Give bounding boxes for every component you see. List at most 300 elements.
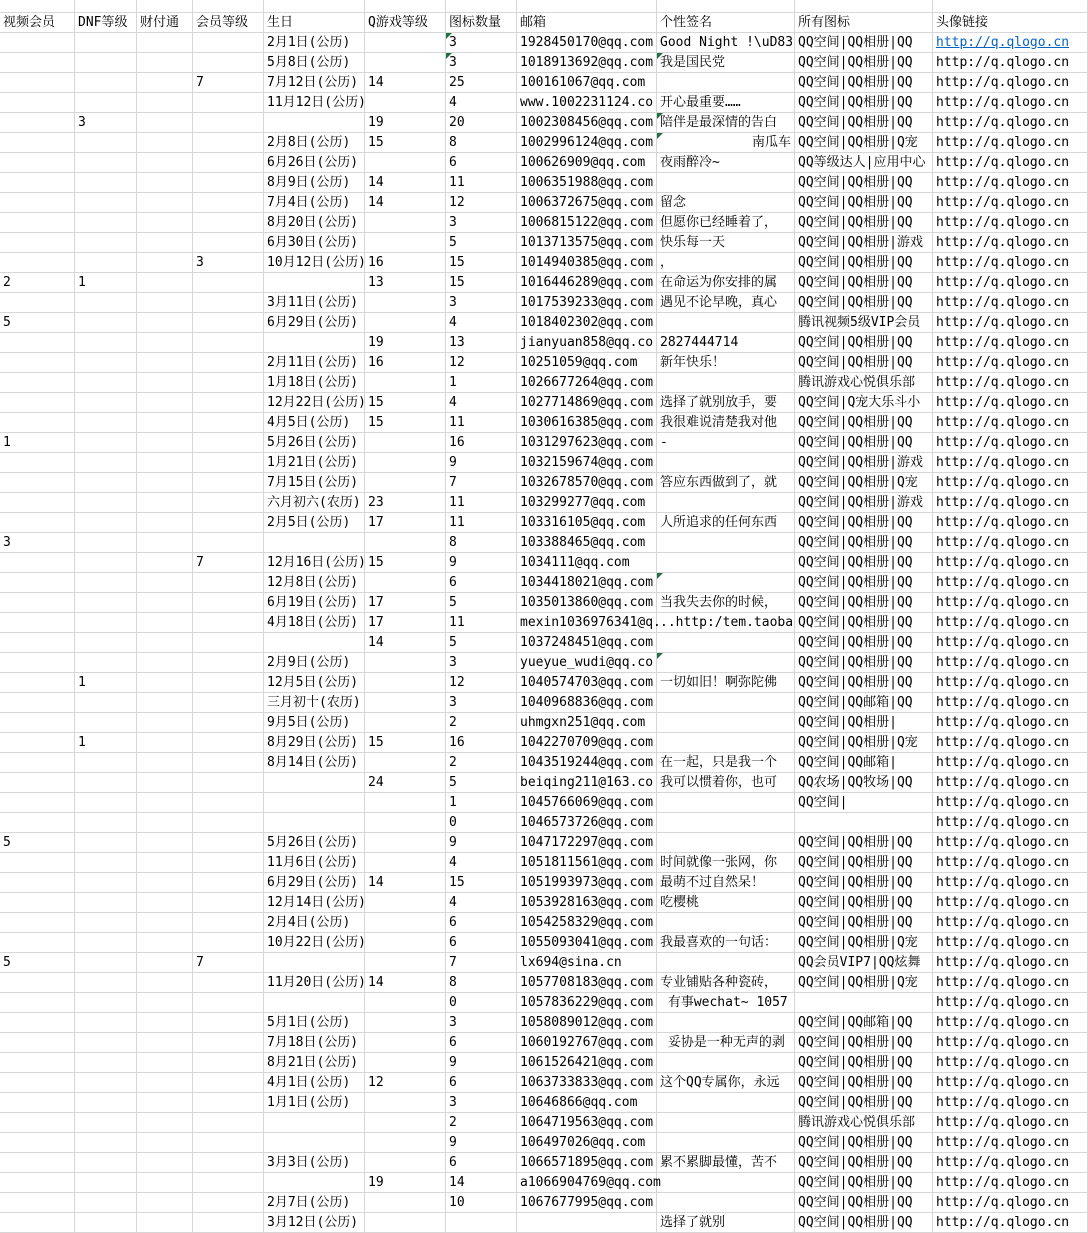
cell-signature[interactable]: 有事wechat~ 1057 <box>657 993 795 1013</box>
cell-member[interactable] <box>193 893 264 913</box>
cell-icons[interactable]: QQ空间|QQ相册|QQ <box>795 213 933 233</box>
cell-avatar[interactable]: http://q.qlogo.cn <box>933 613 1088 633</box>
cell-dnf[interactable] <box>75 873 137 893</box>
cell-video[interactable] <box>0 1013 75 1033</box>
cell-dnf[interactable] <box>75 1013 137 1033</box>
header-cell-member[interactable]: 会员等级 <box>193 13 264 33</box>
cell-video[interactable] <box>0 493 75 513</box>
cell-video[interactable] <box>0 973 75 993</box>
cell-icons[interactable]: QQ空间|QQ相册|QQ <box>795 293 933 313</box>
cell-icon_count[interactable]: 6 <box>446 1153 517 1173</box>
cell-avatar[interactable]: http://q.qlogo.cn <box>933 1213 1088 1233</box>
cell-tenpay[interactable] <box>137 1193 193 1213</box>
cell-qgame[interactable]: 15 <box>365 413 446 433</box>
cell-tenpay[interactable] <box>137 373 193 393</box>
cell-video[interactable] <box>0 1093 75 1113</box>
cell-tenpay[interactable] <box>137 433 193 453</box>
cell-member[interactable] <box>193 373 264 393</box>
cell-signature[interactable] <box>657 1193 795 1213</box>
cell-email[interactable]: 1031297623@qq.com <box>517 433 657 453</box>
cell-tenpay[interactable] <box>137 693 193 713</box>
cell-avatar[interactable]: http://q.qlogo.cn <box>933 933 1088 953</box>
header-cell-avatar[interactable]: 头像链接 <box>933 13 1088 33</box>
cell-signature[interactable]: 妥协是一种无声的剥 <box>657 1033 795 1053</box>
cell-qgame[interactable] <box>365 953 446 973</box>
cell-tenpay[interactable] <box>137 793 193 813</box>
cell-birthday[interactable] <box>264 1113 365 1133</box>
cell-video[interactable] <box>0 1033 75 1053</box>
cell-dnf[interactable] <box>75 953 137 973</box>
cell-video[interactable] <box>0 753 75 773</box>
cell-member[interactable] <box>193 33 264 53</box>
cell-member[interactable] <box>193 1033 264 1053</box>
cell-icon_count[interactable]: 2 <box>446 753 517 773</box>
cell-member[interactable] <box>193 0 264 13</box>
cell-member[interactable] <box>193 793 264 813</box>
cell-member[interactable] <box>193 673 264 693</box>
cell-signature[interactable] <box>657 373 795 393</box>
cell-video[interactable]: 1 <box>0 433 75 453</box>
cell-email[interactable]: 103316105@qq.com <box>517 513 657 533</box>
cell-icon_count[interactable]: 3 <box>446 293 517 313</box>
cell-dnf[interactable] <box>75 773 137 793</box>
cell-icons[interactable]: 腾讯游戏心悦俱乐部 <box>795 373 933 393</box>
cell-member[interactable] <box>193 493 264 513</box>
cell-member[interactable] <box>193 753 264 773</box>
cell-video[interactable] <box>0 933 75 953</box>
cell-tenpay[interactable] <box>137 473 193 493</box>
cell-icons[interactable]: QQ空间|QQ相册|QQ <box>795 273 933 293</box>
cell-dnf[interactable] <box>75 53 137 73</box>
cell-birthday[interactable]: 11月20日(公历) <box>264 973 365 993</box>
cell-tenpay[interactable] <box>137 133 193 153</box>
cell-icons[interactable]: QQ空间|QQ相册|QQ <box>795 1073 933 1093</box>
cell-member[interactable] <box>193 973 264 993</box>
header-cell-qgame[interactable]: Q游戏等级 <box>365 13 446 33</box>
cell-dnf[interactable]: 1 <box>75 273 137 293</box>
cell-icons[interactable]: QQ空间|QQ邮箱|QQ <box>795 1013 933 1033</box>
cell-icons[interactable]: QQ空间|QQ相册|QQ <box>795 633 933 653</box>
cell-signature[interactable]: 夜雨醉冷~ <box>657 153 795 173</box>
cell-member[interactable] <box>193 653 264 673</box>
cell-qgame[interactable]: 15 <box>365 133 446 153</box>
cell-tenpay[interactable] <box>137 453 193 473</box>
cell-tenpay[interactable] <box>137 753 193 773</box>
cell-birthday[interactable]: 1月1日(公历) <box>264 1093 365 1113</box>
cell-avatar[interactable]: http://q.qlogo.cn <box>933 1133 1088 1153</box>
cell-icons[interactable]: QQ空间|QQ相册|QQ <box>795 333 933 353</box>
cell-icon_count[interactable]: 7 <box>446 473 517 493</box>
cell-tenpay[interactable] <box>137 213 193 233</box>
cell-tenpay[interactable] <box>137 1013 193 1033</box>
cell-qgame[interactable]: 15 <box>365 393 446 413</box>
cell-qgame[interactable] <box>365 1193 446 1213</box>
cell-email[interactable]: 1066571895@qq.com <box>517 1153 657 1173</box>
cell-dnf[interactable] <box>75 593 137 613</box>
cell-icons[interactable]: QQ空间|QQ相册|QQ <box>795 413 933 433</box>
cell-signature[interactable]: 快乐每一天 <box>657 233 795 253</box>
cell-qgame[interactable] <box>365 0 446 13</box>
cell-dnf[interactable] <box>75 413 137 433</box>
cell-qgame[interactable]: 14 <box>365 633 446 653</box>
cell-video[interactable] <box>0 153 75 173</box>
cell-icons[interactable]: QQ空间|QQ相册|游戏 <box>795 493 933 513</box>
cell-avatar[interactable]: http://q.qlogo.cn <box>933 573 1088 593</box>
cell-avatar[interactable]: http://q.qlogo.cn <box>933 473 1088 493</box>
cell-tenpay[interactable] <box>137 1213 193 1233</box>
header-cell-email[interactable]: 邮箱 <box>517 13 657 33</box>
cell-dnf[interactable] <box>75 73 137 93</box>
cell-qgame[interactable] <box>365 1213 446 1233</box>
cell-tenpay[interactable] <box>137 33 193 53</box>
cell-icons[interactable]: QQ空间|QQ相册|QQ <box>795 253 933 273</box>
cell-dnf[interactable] <box>75 653 137 673</box>
cell-dnf[interactable] <box>75 253 137 273</box>
cell-tenpay[interactable] <box>137 993 193 1013</box>
cell-video[interactable] <box>0 413 75 433</box>
cell-icons[interactable]: QQ空间|QQ相册|Q宠 <box>795 973 933 993</box>
cell-birthday[interactable] <box>264 0 365 13</box>
cell-qgame[interactable] <box>365 473 446 493</box>
cell-icon_count[interactable]: 4 <box>446 393 517 413</box>
cell-video[interactable] <box>0 1193 75 1213</box>
cell-member[interactable] <box>193 573 264 593</box>
cell-dnf[interactable]: 1 <box>75 733 137 753</box>
cell-dnf[interactable] <box>75 373 137 393</box>
cell-birthday[interactable]: 8月29日(公历) <box>264 733 365 753</box>
cell-icons[interactable]: QQ空间|QQ相册|QQ <box>795 833 933 853</box>
cell-birthday[interactable] <box>264 953 365 973</box>
cell-video[interactable] <box>0 33 75 53</box>
cell-email[interactable]: uhmgxn251@qq.com <box>517 713 657 733</box>
cell-icon_count[interactable]: 11 <box>446 513 517 533</box>
cell-video[interactable] <box>0 593 75 613</box>
cell-video[interactable] <box>0 393 75 413</box>
cell-icon_count[interactable]: 4 <box>446 853 517 873</box>
cell-avatar[interactable]: http://q.qlogo.cn <box>933 913 1088 933</box>
cell-icon_count[interactable]: 6 <box>446 913 517 933</box>
cell-birthday[interactable]: 6月29日(公历) <box>264 873 365 893</box>
cell-tenpay[interactable] <box>137 673 193 693</box>
cell-qgame[interactable]: 12 <box>365 1073 446 1093</box>
cell-signature[interactable]: ..http:/tem.taoba <box>657 613 795 633</box>
cell-qgame[interactable]: 13 <box>365 273 446 293</box>
cell-icons[interactable]: QQ空间|QQ相册|Q宠 <box>795 133 933 153</box>
cell-video[interactable]: 2 <box>0 273 75 293</box>
cell-icon_count[interactable]: 8 <box>446 133 517 153</box>
cell-signature[interactable] <box>657 733 795 753</box>
cell-avatar[interactable]: http://q.qlogo.cn <box>933 973 1088 993</box>
cell-video[interactable] <box>0 53 75 73</box>
cell-icons[interactable]: QQ空间|QQ相册|QQ <box>795 1053 933 1073</box>
cell-tenpay[interactable] <box>137 1093 193 1113</box>
cell-dnf[interactable] <box>75 393 137 413</box>
cell-qgame[interactable] <box>365 813 446 833</box>
cell-icons[interactable]: QQ空间|QQ相册|QQ <box>795 433 933 453</box>
cell-dnf[interactable] <box>75 333 137 353</box>
cell-qgame[interactable]: 17 <box>365 593 446 613</box>
cell-icons[interactable]: QQ空间|QQ相册| <box>795 713 933 733</box>
cell-avatar[interactable]: http://q.qlogo.cn <box>933 1093 1088 1113</box>
cell-tenpay[interactable] <box>137 413 193 433</box>
cell-tenpay[interactable] <box>137 953 193 973</box>
cell-signature[interactable] <box>657 0 795 13</box>
cell-dnf[interactable] <box>75 933 137 953</box>
cell-email[interactable]: 100161067@qq.com <box>517 73 657 93</box>
cell-qgame[interactable] <box>365 793 446 813</box>
cell-member[interactable] <box>193 773 264 793</box>
cell-signature[interactable]: 选择了就别 <box>657 1213 795 1233</box>
cell-email[interactable]: 1058089012@qq.com <box>517 1013 657 1033</box>
cell-tenpay[interactable] <box>137 933 193 953</box>
cell-dnf[interactable] <box>75 813 137 833</box>
cell-qgame[interactable] <box>365 753 446 773</box>
cell-qgame[interactable]: 14 <box>365 973 446 993</box>
cell-member[interactable] <box>193 393 264 413</box>
cell-signature[interactable]: 但愿你已经睡着了， <box>657 213 795 233</box>
cell-member[interactable] <box>193 1113 264 1133</box>
cell-signature[interactable]: 时间就像一张网，你 <box>657 853 795 873</box>
cell-qgame[interactable] <box>365 573 446 593</box>
cell-video[interactable] <box>0 293 75 313</box>
cell-birthday[interactable]: 7月15日(公历) <box>264 473 365 493</box>
cell-tenpay[interactable] <box>137 733 193 753</box>
cell-member[interactable] <box>193 913 264 933</box>
cell-birthday[interactable]: 5月1日(公历) <box>264 1013 365 1033</box>
cell-signature[interactable] <box>657 1173 795 1193</box>
cell-avatar[interactable]: http://q.qlogo.cn <box>933 413 1088 433</box>
cell-email[interactable]: 1061526421@qq.com <box>517 1053 657 1073</box>
cell-tenpay[interactable] <box>137 73 193 93</box>
cell-signature[interactable]: 在一起，只是我一个 <box>657 753 795 773</box>
cell-dnf[interactable] <box>75 193 137 213</box>
cell-tenpay[interactable] <box>137 873 193 893</box>
cell-signature[interactable]: 当我失去你的时候， <box>657 593 795 613</box>
cell-icons[interactable]: QQ空间|QQ相册|Q宠 <box>795 733 933 753</box>
cell-icons[interactable]: QQ空间|QQ相册|QQ <box>795 653 933 673</box>
cell-video[interactable] <box>0 193 75 213</box>
cell-icon_count[interactable]: 0 <box>446 813 517 833</box>
cell-qgame[interactable] <box>365 993 446 1013</box>
cell-icon_count[interactable]: 10 <box>446 1193 517 1213</box>
cell-avatar[interactable]: http://q.qlogo.cn <box>933 553 1088 573</box>
cell-dnf[interactable] <box>75 1193 137 1213</box>
cell-icons[interactable] <box>795 813 933 833</box>
cell-tenpay[interactable] <box>137 1153 193 1173</box>
header-cell-signature[interactable]: 个性签名 <box>657 13 795 33</box>
cell-video[interactable] <box>0 353 75 373</box>
cell-qgame[interactable] <box>365 1033 446 1053</box>
cell-avatar[interactable]: http://q.qlogo.cn <box>933 833 1088 853</box>
cell-avatar[interactable]: http://q.qlogo.cn <box>933 1073 1088 1093</box>
cell-signature[interactable]: 2827444714 <box>657 333 795 353</box>
cell-dnf[interactable] <box>75 513 137 533</box>
cell-video[interactable] <box>0 733 75 753</box>
cell-email[interactable]: 1034418021@qq.com <box>517 573 657 593</box>
cell-icons[interactable]: QQ空间|QQ相册|QQ <box>795 1193 933 1213</box>
cell-signature[interactable] <box>657 813 795 833</box>
cell-video[interactable] <box>0 913 75 933</box>
cell-qgame[interactable]: 16 <box>365 353 446 373</box>
cell-qgame[interactable] <box>365 1053 446 1073</box>
cell-tenpay[interactable] <box>137 1053 193 1073</box>
cell-email[interactable]: 1042270709@qq.com <box>517 733 657 753</box>
cell-icons[interactable]: QQ空间|QQ相册|QQ <box>795 1033 933 1053</box>
cell-signature[interactable]: 答应东西做到了，就 <box>657 473 795 493</box>
cell-tenpay[interactable] <box>137 573 193 593</box>
cell-icons[interactable]: QQ空间|QQ相册|QQ <box>795 1093 933 1113</box>
cell-email[interactable]: 1047172297@qq.com <box>517 833 657 853</box>
cell-birthday[interactable]: 2月11日(公历) <box>264 353 365 373</box>
cell-video[interactable] <box>0 173 75 193</box>
cell-video[interactable] <box>0 813 75 833</box>
cell-avatar[interactable]: http://q.qlogo.cn <box>933 513 1088 533</box>
cell-icon_count[interactable]: 9 <box>446 453 517 473</box>
cell-birthday[interactable]: 1月18日(公历) <box>264 373 365 393</box>
cell-email[interactable]: 103299277@qq.com <box>517 493 657 513</box>
cell-video[interactable]: 5 <box>0 833 75 853</box>
cell-qgame[interactable]: 19 <box>365 333 446 353</box>
cell-email[interactable]: 1030616385@qq.com <box>517 413 657 433</box>
cell-signature[interactable]: 新年快乐！ <box>657 353 795 373</box>
cell-email[interactable]: 1013713575@qq.com <box>517 233 657 253</box>
cell-qgame[interactable]: 19 <box>365 1173 446 1193</box>
cell-birthday[interactable] <box>264 793 365 813</box>
cell-email[interactable]: 1017539233@qq.com <box>517 293 657 313</box>
cell-email[interactable]: 1057708183@qq.com <box>517 973 657 993</box>
cell-member[interactable] <box>193 433 264 453</box>
cell-birthday[interactable]: 8月21日(公历) <box>264 1053 365 1073</box>
cell-dnf[interactable] <box>75 433 137 453</box>
cell-signature[interactable]: 遇见不论早晚，真心 <box>657 293 795 313</box>
cell-email[interactable]: 1014940385@qq.com <box>517 253 657 273</box>
cell-member[interactable] <box>193 93 264 113</box>
cell-dnf[interactable] <box>75 1073 137 1093</box>
cell-icons[interactable]: QQ空间|QQ相册|QQ <box>795 893 933 913</box>
cell-birthday[interactable]: 2月1日(公历) <box>264 33 365 53</box>
cell-icon_count[interactable]: 3 <box>446 1013 517 1033</box>
cell-signature[interactable] <box>657 1053 795 1073</box>
cell-dnf[interactable] <box>75 313 137 333</box>
cell-birthday[interactable]: 2月4日(公历) <box>264 913 365 933</box>
cell-avatar[interactable]: http://q.qlogo.cn <box>933 733 1088 753</box>
cell-icon_count[interactable]: 0 <box>446 993 517 1013</box>
cell-member[interactable] <box>193 173 264 193</box>
cell-avatar[interactable]: http://q.qlogo.cn <box>933 1173 1088 1193</box>
cell-signature[interactable] <box>657 1133 795 1153</box>
cell-tenpay[interactable] <box>137 1033 193 1053</box>
cell-icon_count[interactable]: 14 <box>446 1173 517 1193</box>
cell-icon_count[interactable]: 5 <box>446 773 517 793</box>
cell-dnf[interactable] <box>75 1173 137 1193</box>
cell-member[interactable] <box>193 413 264 433</box>
cell-icon_count[interactable]: 6 <box>446 933 517 953</box>
cell-avatar[interactable]: http://q.qlogo.cn <box>933 993 1088 1013</box>
cell-icons[interactable]: QQ空间|QQ相册|Q宠 <box>795 473 933 493</box>
cell-signature[interactable]: 南瓜车 <box>657 133 795 153</box>
cell-video[interactable]: 5 <box>0 953 75 973</box>
cell-member[interactable]: 7 <box>193 953 264 973</box>
cell-icon_count[interactable]: 9 <box>446 553 517 573</box>
cell-signature[interactable]: ， <box>657 253 795 273</box>
cell-video[interactable] <box>0 873 75 893</box>
cell-dnf[interactable] <box>75 553 137 573</box>
cell-signature[interactable] <box>657 313 795 333</box>
cell-birthday[interactable]: 7月18日(公历) <box>264 1033 365 1053</box>
cell-icon_count[interactable]: 12 <box>446 353 517 373</box>
cell-avatar[interactable]: http://q.qlogo.cn <box>933 173 1088 193</box>
cell-email[interactable]: 1037248451@qq.com <box>517 633 657 653</box>
cell-icon_count[interactable]: 7 <box>446 953 517 973</box>
cell-video[interactable] <box>0 473 75 493</box>
cell-member[interactable] <box>193 333 264 353</box>
cell-icon_count[interactable]: 16 <box>446 433 517 453</box>
cell-video[interactable] <box>0 1113 75 1133</box>
cell-qgame[interactable] <box>365 693 446 713</box>
cell-video[interactable] <box>0 613 75 633</box>
cell-member[interactable] <box>193 453 264 473</box>
cell-signature[interactable] <box>657 1013 795 1033</box>
cell-qgame[interactable] <box>365 93 446 113</box>
cell-email[interactable]: 1060192767@qq.com <box>517 1033 657 1053</box>
cell-email[interactable]: 1006815122@qq.com <box>517 213 657 233</box>
cell-avatar[interactable]: http://q.qlogo.cn <box>933 313 1088 333</box>
cell-email[interactable]: 1928450170@qq.com <box>517 33 657 53</box>
cell-birthday[interactable]: 六月初六(农历) <box>264 493 365 513</box>
cell-icon_count[interactable]: 4 <box>446 893 517 913</box>
cell-birthday[interactable]: 12月5日(公历) <box>264 673 365 693</box>
cell-qgame[interactable]: 24 <box>365 773 446 793</box>
cell-email[interactable] <box>517 0 657 13</box>
cell-tenpay[interactable] <box>137 53 193 73</box>
cell-icon_count[interactable]: 6 <box>446 153 517 173</box>
cell-birthday[interactable]: 12月22日(公历) <box>264 393 365 413</box>
cell-avatar[interactable]: http://q.qlogo.cn <box>933 73 1088 93</box>
cell-icons[interactable]: QQ空间|QQ相册|QQ <box>795 913 933 933</box>
cell-icons[interactable]: 腾讯游戏心悦俱乐部 <box>795 1113 933 1133</box>
cell-qgame[interactable] <box>365 1153 446 1173</box>
cell-video[interactable] <box>0 253 75 273</box>
cell-member[interactable] <box>193 873 264 893</box>
cell-member[interactable] <box>193 593 264 613</box>
cell-member[interactable] <box>193 1153 264 1173</box>
cell-qgame[interactable]: 17 <box>365 513 446 533</box>
cell-email[interactable]: 1034111@qq.com <box>517 553 657 573</box>
cell-birthday[interactable]: 10月12日(公历) <box>264 253 365 273</box>
cell-avatar[interactable]: http://q.qlogo.cn <box>933 133 1088 153</box>
cell-email[interactable]: lx694@sina.cn <box>517 953 657 973</box>
cell-tenpay[interactable] <box>137 353 193 373</box>
cell-icon_count[interactable]: 9 <box>446 833 517 853</box>
cell-icon_count[interactable] <box>446 1213 517 1233</box>
cell-email[interactable]: www.1002231124.co <box>517 93 657 113</box>
cell-birthday[interactable]: 8月9日(公历) <box>264 173 365 193</box>
cell-video[interactable] <box>0 453 75 473</box>
cell-email[interactable]: 1053928163@qq.com <box>517 893 657 913</box>
cell-qgame[interactable] <box>365 213 446 233</box>
cell-birthday[interactable]: 12月14日(公历) <box>264 893 365 913</box>
cell-qgame[interactable] <box>365 893 446 913</box>
cell-dnf[interactable] <box>75 173 137 193</box>
cell-member[interactable]: 7 <box>193 73 264 93</box>
cell-avatar[interactable]: http://q.qlogo.cn <box>933 713 1088 733</box>
cell-video[interactable] <box>0 1073 75 1093</box>
cell-tenpay[interactable] <box>137 533 193 553</box>
cell-icon_count[interactable]: 4 <box>446 93 517 113</box>
cell-tenpay[interactable] <box>137 153 193 173</box>
cell-video[interactable] <box>0 113 75 133</box>
cell-birthday[interactable]: 6月26日(公历) <box>264 153 365 173</box>
